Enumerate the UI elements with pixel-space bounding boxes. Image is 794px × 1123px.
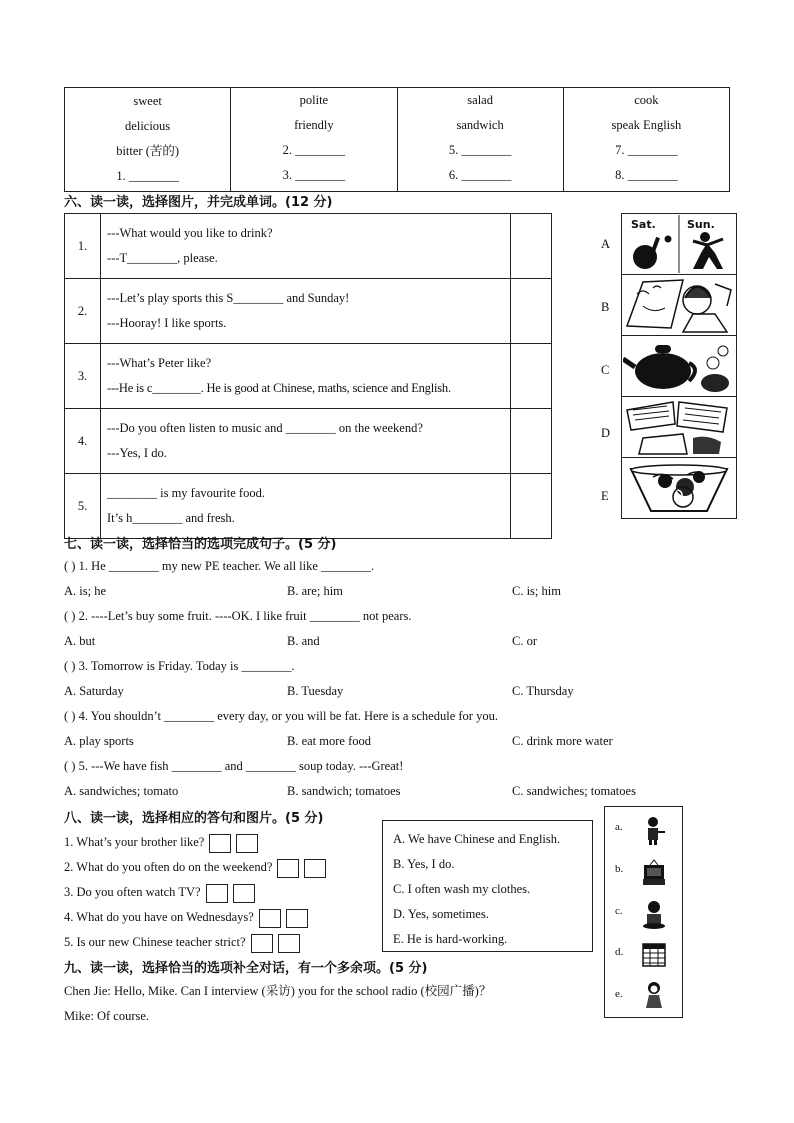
blank-7[interactable]: 7. ________: [615, 143, 678, 157]
dialogue-line[interactable]: ________ is my favourite food.: [107, 486, 265, 500]
option-b[interactable]: B. are; him: [287, 584, 343, 598]
section8-title: 八、读一读，选择相应的答句和图片。(5 分): [64, 811, 324, 826]
question-text[interactable]: ( ) 4. You shouldn’t ________ every day, or you will be fat. Here is a schedule for you.: [64, 709, 498, 723]
sat-label: Sat.: [631, 218, 656, 231]
section8-picture-panel: [604, 806, 683, 1018]
dialogue: [101, 409, 511, 474]
dialogue-line[interactable]: ---Let’s play sports this S________ and Sunday!: [107, 291, 350, 305]
section7-question-5: [64, 754, 704, 779]
section6-row: [65, 409, 552, 474]
blank-6[interactable]: 6. ________: [448, 168, 512, 182]
dialogue-line-2: Mike: Of course.: [64, 1009, 150, 1023]
answer-box[interactable]: [259, 909, 281, 928]
option-c[interactable]: C. is; him: [512, 584, 561, 598]
section8-answer-panel: [382, 820, 593, 952]
word-column-2: [231, 88, 397, 192]
section7-options-5: [64, 779, 704, 804]
dialogue-line: ---Hooray! I like sports.: [107, 316, 227, 330]
section6-table: [64, 213, 552, 539]
blank-3[interactable]: 3. ________: [282, 168, 346, 182]
section7-options-3: [64, 679, 704, 704]
option-a[interactable]: A. is; he: [64, 584, 107, 598]
picture-letter-a: A: [601, 237, 611, 251]
word-cell: sandwich: [456, 118, 504, 132]
answer-cell[interactable]: [511, 344, 552, 409]
section9-title: 九、读一读，选择恰当的选项补全对话，有一个多余项。(5 分): [64, 961, 428, 976]
option-b[interactable]: B. and: [287, 634, 320, 648]
answer-cell[interactable]: [511, 279, 552, 344]
blank-2[interactable]: 2. ________: [282, 143, 346, 157]
section6-pictures: [621, 213, 737, 519]
option-c[interactable]: C. or: [512, 634, 537, 648]
section8-question: [64, 905, 374, 930]
dialogue-line-1: Chen Jie: Hello, Mike. Can I interview (采访) you for the school radio (校园广播)？: [64, 984, 492, 998]
word-cell: friendly: [294, 118, 334, 132]
picture-letter-d: d.: [615, 946, 624, 958]
option-a[interactable]: A. sandwiches; tomato: [64, 784, 179, 798]
picture-letter-a: a.: [615, 821, 623, 833]
dialogue-line: ---What would you like to drink?: [107, 226, 273, 240]
sun-label: Sun.: [687, 218, 715, 231]
picture-box[interactable]: [286, 909, 308, 928]
blank-1[interactable]: 1. ________: [116, 169, 179, 183]
dialogue: [101, 344, 511, 409]
item-number: 5.: [65, 474, 101, 539]
section7-title: 七、读一读，选择恰当的选项完成句子。(5 分): [64, 537, 337, 552]
question-text: 4. What do you have on Wednesdays?: [64, 910, 254, 924]
answer-cell[interactable]: [511, 409, 552, 474]
answer-option-b: B. Yes, I do.: [393, 857, 455, 871]
option-a[interactable]: A. but: [64, 634, 96, 648]
girl-icon: [641, 980, 667, 1010]
word-cell: polite: [299, 93, 329, 107]
answer-option-e: E. He is hard-working.: [393, 932, 508, 946]
option-b[interactable]: B. eat more food: [287, 734, 372, 748]
word-cell: speak English: [611, 118, 682, 132]
option-c[interactable]: C. Thursday: [512, 684, 574, 698]
picture-a: [622, 214, 737, 275]
word-cell: cook: [634, 93, 659, 107]
section7-question-1: [64, 554, 704, 579]
section6-title: 六、读一读，选择图片，并完成单词。(12 分): [64, 195, 333, 210]
boy-washing-icon: [641, 899, 667, 929]
answer-option-d: D. Yes, sometimes.: [393, 907, 489, 921]
answer-option-c: C. I often wash my clothes.: [393, 882, 531, 896]
question-text: 2. What do you often do on the weekend?: [64, 860, 273, 874]
item-number: 1.: [65, 214, 101, 279]
section6-row: [65, 279, 552, 344]
word-cell: salad: [467, 93, 493, 107]
answer-box[interactable]: [251, 934, 273, 953]
picture-letter-b: b.: [615, 863, 624, 875]
answer-cell[interactable]: [511, 474, 552, 539]
section6-row: [65, 474, 552, 539]
dialogue: [101, 474, 511, 539]
dialogue-line[interactable]: ---T________, please.: [107, 251, 218, 265]
question-text[interactable]: ( ) 2. ----Let’s buy some fruit. ----OK. I like fruit ________ not pears.: [64, 609, 412, 623]
dialogue-line[interactable]: ---Do you often listen to music and ________ on the weekend?: [107, 421, 423, 435]
picture-letter-e: e.: [615, 988, 623, 1000]
option-b[interactable]: B. Tuesday: [287, 684, 344, 698]
section7-question-2: [64, 604, 704, 629]
answer-cell[interactable]: [511, 214, 552, 279]
weekend-sports-icon: [623, 215, 735, 273]
option-a[interactable]: A. play sports: [64, 734, 134, 748]
section7-question-4: [64, 704, 704, 729]
word-column-1: [65, 88, 231, 192]
answer-box[interactable]: [277, 859, 299, 878]
section8-question: [64, 880, 374, 905]
dialogue-line: ---Yes, I do.: [107, 446, 167, 460]
teapot-icon: [623, 337, 735, 395]
question-text[interactable]: ( ) 5. ---We have fish ________ and ________ soup today. ---Great!: [64, 759, 404, 773]
picture-box[interactable]: [233, 884, 255, 903]
word-column-4: [563, 88, 729, 192]
dialogue-line: ---What’s Peter like?: [107, 356, 212, 370]
question-text[interactable]: ( ) 1. He ________ my new PE teacher. We all like ________.: [64, 559, 375, 573]
section7-options-1: [64, 579, 704, 604]
option-c[interactable]: C. sandwiches; tomatoes: [512, 784, 636, 798]
dialogue: [101, 279, 511, 344]
teacher-icon: [641, 815, 667, 845]
picture-letter-c: C: [601, 363, 610, 377]
answer-option-a: A. We have Chinese and English.: [393, 832, 561, 846]
section6-row: [65, 344, 552, 409]
section6-row: [65, 214, 552, 279]
item-number: 3.: [65, 344, 101, 409]
blank-5[interactable]: 5. ________: [448, 143, 512, 157]
section7-options-4: [64, 729, 704, 754]
question-text[interactable]: ( ) 3. Tomorrow is Friday. Today is ________.: [64, 659, 295, 673]
blank-8[interactable]: 8. ________: [615, 168, 678, 182]
section8-question: [64, 855, 374, 880]
picture-c: [622, 336, 737, 397]
picture-letter-b: B: [601, 300, 610, 314]
salad-bowl-icon: [623, 459, 735, 517]
section8-question: [64, 830, 374, 855]
question-text: 1. What’s your brother like?: [64, 835, 205, 849]
picture-letter-e: E: [601, 489, 609, 503]
question-text: 5. Is our new Chinese teacher strict?: [64, 935, 246, 949]
option-a[interactable]: A. Saturday: [64, 684, 124, 698]
dialogue: [101, 214, 511, 279]
dialogue-line[interactable]: It’s h________ and fresh.: [107, 511, 235, 525]
word-table: [64, 87, 730, 192]
picture-d: [622, 397, 737, 458]
tv-icon: [641, 857, 667, 887]
picture-letter-d: D: [601, 426, 611, 440]
word-cell: sweet: [133, 94, 162, 108]
section7-options-2: [64, 629, 704, 654]
picture-box[interactable]: [278, 934, 300, 953]
reading-books-icon: [623, 398, 735, 456]
picture-b: [622, 275, 737, 336]
word-column-3: [397, 88, 563, 192]
item-number: 4.: [65, 409, 101, 474]
question-text: 3. Do you often watch TV?: [64, 885, 201, 899]
section7-question-3: [64, 654, 704, 679]
word-cell: delicious: [125, 119, 171, 133]
word-cell: bitter (苦的): [116, 144, 180, 158]
picture-box[interactable]: [304, 859, 326, 878]
picture-box[interactable]: [236, 834, 258, 853]
schedule-icon: [641, 940, 667, 970]
item-number: 2.: [65, 279, 101, 344]
listening-music-icon: [623, 276, 735, 334]
dialogue-line[interactable]: ---He is c________. He is good at Chinese, maths, science and English.: [107, 381, 451, 395]
option-c[interactable]: C. drink more water: [512, 734, 613, 748]
answer-box[interactable]: [206, 884, 228, 903]
picture-letter-c: c.: [615, 905, 623, 917]
picture-e: [622, 458, 737, 519]
option-b[interactable]: B. sandwich; tomatoes: [287, 784, 401, 798]
section8-question: [64, 930, 374, 955]
section8-questions: [64, 830, 374, 955]
answer-box[interactable]: [209, 834, 231, 853]
